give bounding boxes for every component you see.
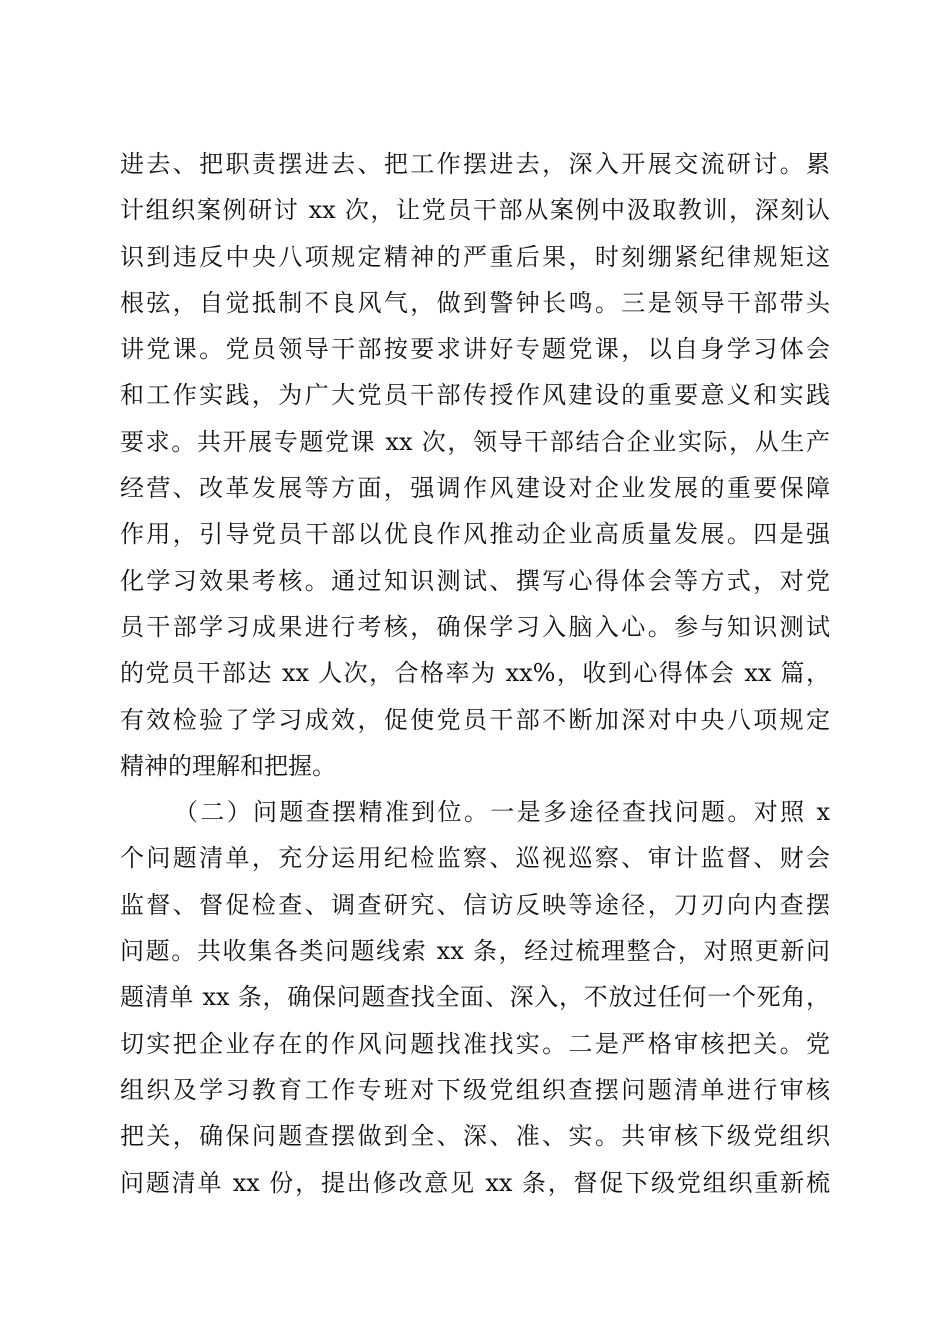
text-line: （二）问题查摆精准到位。一是多途径查找问题。对照 x — [174, 798, 830, 827]
text-line: 化学习效果考核。通过知识测试、撰写心得体会等方式，对党 — [120, 566, 830, 595]
text-line: 员干部学习成果进行考核，确保学习入脑入心。参与知识测试 — [120, 612, 830, 641]
text-line: 问题。共收集各类问题线索 xx 条，经过梳理整合，对照更新问 — [120, 937, 830, 966]
text-line: 个问题清单，充分运用纪检监察、巡视巡察、审计监督、财会 — [120, 844, 830, 873]
text-line: 有效检验了学习成效，促使党员干部不断加深对中央八项规定 — [120, 705, 830, 734]
text-line: 组织及学习教育工作专班对下级党组织查摆问题清单进行审核 — [120, 1075, 830, 1104]
text-line: 识到违反中央八项规定精神的严重后果，时刻绷紧纪律规矩这 — [120, 242, 830, 271]
text-line: 题清单 xx 条，确保问题查找全面、深入，不放过任何一个死角， — [120, 983, 830, 1012]
body-text — [120, 141, 830, 1206]
text-line: 的党员干部达 xx 人次，合格率为 xx%，收到心得体会 xx 篇， — [120, 659, 830, 688]
text-line: 切实把企业存在的作风问题找准找实。二是严格审核把关。党 — [120, 1029, 830, 1058]
text-line: 要求。共开展专题党课 xx 次，领导干部结合企业实际，从生产 — [120, 427, 830, 456]
text-line: 进去、把职责摆进去、把工作摆进去，深入开展交流研讨。累 — [120, 150, 830, 178]
text-line: 经营、改革发展等方面，强调作风建设对企业发展的重要保障 — [120, 474, 830, 503]
text-line: 把关，确保问题查摆做到全、深、准、实。共审核下级党组织 — [120, 1122, 830, 1151]
text-line: 和工作实践，为广大党员干部传授作风建设的重要意义和实践 — [120, 381, 830, 410]
text-line: 问题清单 xx 份，提出修改意见 xx 条，督促下级党组织重新梳 — [120, 1168, 830, 1197]
text-line: 精神的理解和把握。 — [120, 751, 336, 780]
text-line: 讲党课。党员领导干部按要求讲好专题党课，以自身学习体会 — [120, 335, 830, 364]
text-line: 根弦，自觉抵制不良风气，做到警钟长鸣。三是领导干部带头 — [120, 288, 830, 317]
text-line: 监督、督促检查、调查研究、信访反映等途径，刀刃向内查摆 — [120, 890, 830, 919]
text-line: 作用，引导党员干部以优良作风推动企业高质量发展。四是强 — [120, 520, 830, 549]
text-line: 计组织案例研讨 xx 次，让党员干部从案例中汲取教训，深刻认 — [120, 196, 830, 225]
